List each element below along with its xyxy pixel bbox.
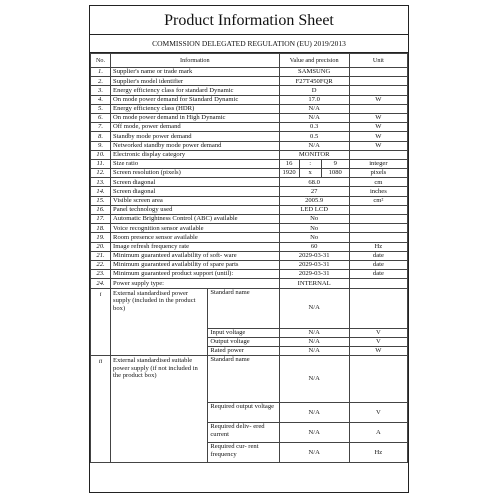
table-row [91,68,408,77]
row-value-a: 16 [279,159,299,168]
row-number: 23. [91,270,111,279]
row-unit [349,104,407,113]
row-value: 2029-03-31 [279,270,349,279]
regulation-title: COMMISSION DELEGATED REGULATION (EU) 2019/2013 [90,35,408,53]
row-number: 10. [91,150,111,159]
info-table [90,53,408,463]
row-information: Energy efficiency class for standard Dynamic [111,86,280,95]
row-unit: date [349,260,407,269]
psu-value: N/A [279,356,349,403]
row-unit: Hz [349,242,407,251]
row-number: 24. [91,279,111,288]
table-row [91,150,408,159]
table-row [91,178,408,187]
row-value: 2029-03-31 [279,260,349,269]
row-number: 17. [91,215,111,224]
row-unit [349,150,407,159]
table-row [91,95,408,104]
psu-value: N/A [279,423,349,443]
row-value: 0.3 [279,123,349,132]
psu-number: ii [91,356,111,463]
row-value: INTERNAL [279,279,349,288]
row-value: SAMSUNG [279,68,349,77]
header-value: Value and precision [279,54,349,68]
table-row [91,205,408,214]
table-row [91,224,408,233]
psu-parameter: Required deliv- ered current [208,423,279,443]
row-unit: date [349,270,407,279]
psu-unit: V [349,337,407,346]
table-header-row [91,54,408,68]
row-unit [349,86,407,95]
row-number: 8. [91,132,111,141]
row-value: 2005.9 [279,196,349,205]
psu-parameter: Input voltage [208,328,279,337]
table-row [91,270,408,279]
table-row [91,279,408,288]
sheet-title: Product Information Sheet [90,6,408,35]
psu-parameter: Output voltage [208,337,279,346]
psu-value: N/A [279,288,349,328]
psu-value: N/A [279,403,349,423]
row-unit: inches [349,187,407,196]
psu-row [91,288,408,328]
row-information: Minimum guaranteed product support (until): [111,270,280,279]
row-information: Standby mode power demand [111,132,280,141]
row-information: Power supply type: [111,279,280,288]
row-value-a: 1920 [279,169,299,178]
row-unit: W [349,132,407,141]
row-number: 16. [91,205,111,214]
row-unit [349,68,407,77]
row-number: 3. [91,86,111,95]
row-information: Minimum guaranteed availability of soft- ware [111,251,280,260]
header-information: Information [111,54,280,68]
header-unit: Unit [349,54,407,68]
row-number: 9. [91,141,111,150]
row-number: 2. [91,77,111,86]
table-row [91,242,408,251]
row-unit: W [349,95,407,104]
row-information: Supplier's name or trade mark [111,68,280,77]
row-information: On mode power demand for Standard Dynamic [111,95,280,104]
row-number: 4. [91,95,111,104]
row-unit [349,233,407,242]
row-number: 19. [91,233,111,242]
row-value: No [279,233,349,242]
table-row [91,169,408,178]
row-information: Visible screen area [111,196,280,205]
row-information: Screen resolution (pixels) [111,169,280,178]
row-information: Energy efficiency class (HDR) [111,104,280,113]
psu-parameter: Standard name [208,356,279,403]
row-value: MONITOR [279,150,349,159]
product-information-sheet [89,5,409,493]
row-value: N/A [279,141,349,150]
row-information: Minimum guaranteed availability of spare parts [111,260,280,269]
table-row [91,187,408,196]
row-value: 2029-03-31 [279,251,349,260]
table-row [91,196,408,205]
row-value: LED LCD [279,205,349,214]
psu-unit [349,356,407,403]
psu-value: N/A [279,337,349,346]
row-value: N/A [279,104,349,113]
psu-unit: Hz [349,443,407,463]
row-value: 60 [279,242,349,251]
row-unit: cm [349,178,407,187]
row-information: Automatic Brightness Control (ABC) available [111,215,280,224]
psu-value: N/A [279,443,349,463]
header-no: No. [91,54,111,68]
row-value: No [279,215,349,224]
row-information: Panel technology used [111,205,280,214]
psu-label: External standardised power supply (included in the product box) [111,288,208,356]
row-unit: W [349,113,407,122]
row-number: 18. [91,224,111,233]
table-row [91,123,408,132]
row-information: Off mode, power demand [111,123,280,132]
row-value: D [279,86,349,95]
row-information: Screen diagonal [111,178,280,187]
table-row [91,233,408,242]
psu-row [91,356,408,403]
row-number: 1. [91,68,111,77]
table-row [91,260,408,269]
row-number: 20. [91,242,111,251]
psu-unit [349,288,407,328]
row-value: 0.5 [279,132,349,141]
row-number: 6. [91,113,111,122]
table-row [91,104,408,113]
row-number: 11. [91,159,111,168]
row-value-separator: : [299,159,321,168]
row-unit [349,77,407,86]
row-unit [349,205,407,214]
table-row [91,215,408,224]
row-unit: W [349,123,407,132]
row-value: F27T450FQR [279,77,349,86]
row-unit: W [349,141,407,150]
row-value-b: 9 [321,159,349,168]
row-number: 7. [91,123,111,132]
row-value: N/A [279,113,349,122]
row-information: Size ratio [111,159,280,168]
table-row [91,113,408,122]
row-number: 12. [91,169,111,178]
row-unit [349,215,407,224]
row-unit [349,224,407,233]
row-value: 17.0 [279,95,349,104]
row-number: 22. [91,260,111,269]
psu-value: N/A [279,346,349,355]
row-value-separator: x [299,169,321,178]
psu-unit: W [349,346,407,355]
table-row [91,86,408,95]
psu-parameter: Required output voltage [208,403,279,423]
psu-value: N/A [279,328,349,337]
psu-label: External standardised suitable power supply (if not included in the product box) [111,356,208,463]
psu-unit: A [349,423,407,443]
row-unit: pixels [349,169,407,178]
row-number: 5. [91,104,111,113]
psu-parameter: Required cur- rent frequency [208,443,279,463]
table-row [91,159,408,168]
row-value: 27 [279,187,349,196]
row-unit: integer [349,159,407,168]
row-number: 21. [91,251,111,260]
table-row [91,251,408,260]
row-information: Supplier's model identifier [111,77,280,86]
row-value-b: 1080 [321,169,349,178]
row-information: Room presence sensor available [111,233,280,242]
table-row [91,132,408,141]
table-row [91,77,408,86]
row-unit: date [349,251,407,260]
psu-parameter: Standard name [208,288,279,328]
row-number: 15. [91,196,111,205]
row-information: Image refresh frequency rate [111,242,280,251]
row-information: Screen diagonal [111,187,280,196]
psu-unit: V [349,403,407,423]
psu-unit: V [349,328,407,337]
row-number: 14. [91,187,111,196]
row-unit: cm² [349,196,407,205]
table-row [91,141,408,150]
row-information: Electronic display category [111,150,280,159]
row-information: Networked standby mode power demand [111,141,280,150]
row-information: Voice recognition sensor available [111,224,280,233]
row-value: No [279,224,349,233]
row-information: On mode power demand in High Dynamic [111,113,280,122]
row-number: 13. [91,178,111,187]
row-unit [349,279,407,288]
psu-number: i [91,288,111,356]
row-value: 68.0 [279,178,349,187]
psu-parameter: Rated power [208,346,279,355]
